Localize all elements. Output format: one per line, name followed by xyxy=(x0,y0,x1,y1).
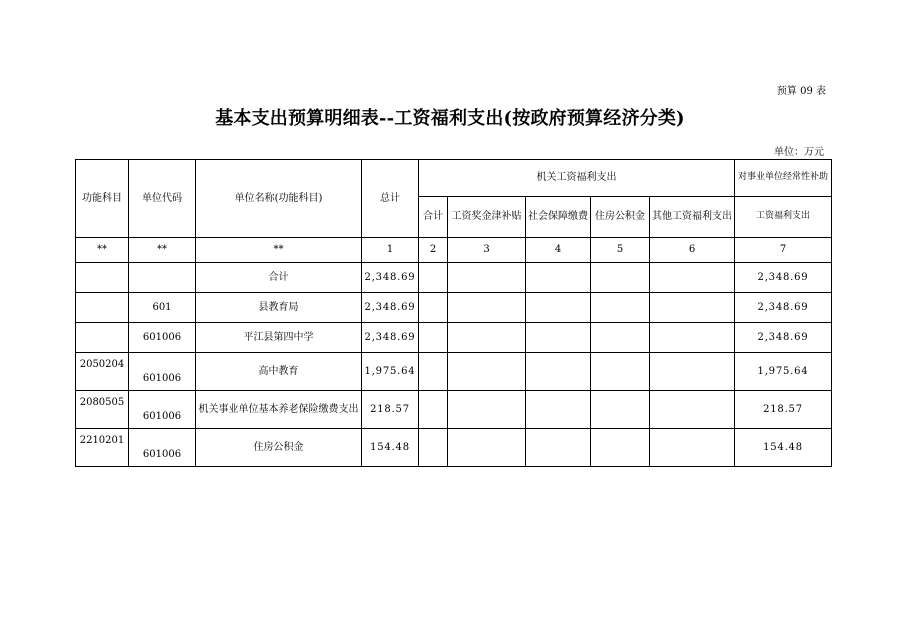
org-housing-cell xyxy=(591,353,650,391)
org-sum-cell xyxy=(419,391,448,429)
index-cell: ** xyxy=(196,238,362,263)
total-cell: 2,348.69 xyxy=(362,323,419,353)
func-code-cell: 2080505 xyxy=(76,391,129,429)
header-total: 总计 xyxy=(362,160,419,238)
unit-code-cell: 601006 xyxy=(129,353,196,391)
org-wage-cell xyxy=(448,353,526,391)
index-cell: 3 xyxy=(448,238,526,263)
budget-table xyxy=(75,159,832,467)
total-cell: 2,348.69 xyxy=(362,263,419,293)
header-code: 单位代码 xyxy=(129,160,196,238)
index-cell: ** xyxy=(129,238,196,263)
org-sum-cell xyxy=(419,323,448,353)
header-name: 单位名称(功能科目) xyxy=(196,160,362,238)
org-other-cell xyxy=(650,293,735,323)
org-housing-cell xyxy=(591,293,650,323)
index-cell: 5 xyxy=(591,238,650,263)
org-wage-cell xyxy=(448,429,526,467)
table-row xyxy=(76,323,832,353)
org-housing-cell xyxy=(591,391,650,429)
index-cell: 2 xyxy=(419,238,448,263)
total-cell: 218.57 xyxy=(362,391,419,429)
header-org-sum: 合计 xyxy=(419,197,448,238)
org-wage-cell xyxy=(448,293,526,323)
table-row xyxy=(76,263,832,293)
org-wage-cell xyxy=(448,391,526,429)
inst-wage-cell: 2,348.69 xyxy=(735,293,832,323)
unit-name-cell: 高中教育 xyxy=(196,353,362,391)
org-other-cell xyxy=(650,353,735,391)
org-social-cell xyxy=(526,293,591,323)
header-org-other: 其他工资福利支出 xyxy=(650,197,735,238)
page-title: 基本支出预算明细表--工资福利支出(按政府预算经济分类) xyxy=(215,108,685,129)
inst-wage-cell: 218.57 xyxy=(735,391,832,429)
header-inst-group: 对事业单位经常性补助 xyxy=(735,160,832,197)
org-sum-cell xyxy=(419,293,448,323)
table-row xyxy=(76,353,832,391)
org-other-cell xyxy=(650,323,735,353)
header-func: 功能科目 xyxy=(76,160,129,238)
unit-name-cell: 县教育局 xyxy=(196,293,362,323)
form-number: 预算 09 表 xyxy=(776,86,826,97)
org-social-cell xyxy=(526,263,591,293)
index-cell: 1 xyxy=(362,238,419,263)
unit-code-cell xyxy=(129,263,196,293)
header-org-social: 社会保障缴费 xyxy=(526,197,591,238)
org-social-cell xyxy=(526,323,591,353)
unit-code-cell: 601006 xyxy=(129,429,196,467)
org-other-cell xyxy=(650,391,735,429)
header-org-wage: 工资奖金津补贴 xyxy=(448,197,526,238)
unit-code-cell: 601 xyxy=(129,293,196,323)
index-cell: 4 xyxy=(526,238,591,263)
header-inst-wage: 工资福利支出 xyxy=(735,197,832,238)
inst-wage-cell: 2,348.69 xyxy=(735,263,832,293)
unit-name-cell: 平江县第四中学 xyxy=(196,323,362,353)
table-row xyxy=(76,429,832,467)
org-other-cell xyxy=(650,429,735,467)
header-org-group: 机关工资福利支出 xyxy=(419,160,735,197)
total-cell: 2,348.69 xyxy=(362,293,419,323)
org-housing-cell xyxy=(591,263,650,293)
inst-wage-cell: 2,348.69 xyxy=(735,323,832,353)
org-housing-cell xyxy=(591,429,650,467)
total-cell: 154.48 xyxy=(362,429,419,467)
table-row xyxy=(76,391,832,429)
func-code-cell: 2210201 xyxy=(76,429,129,467)
org-sum-cell xyxy=(419,263,448,293)
inst-wage-cell: 154.48 xyxy=(735,429,832,467)
unit-code-cell: 601006 xyxy=(129,391,196,429)
index-cell: 7 xyxy=(735,238,832,263)
index-cell: 6 xyxy=(650,238,735,263)
func-code-cell xyxy=(76,263,129,293)
index-row xyxy=(76,238,832,263)
org-wage-cell xyxy=(448,263,526,293)
inst-wage-cell: 1,975.64 xyxy=(735,353,832,391)
org-social-cell xyxy=(526,391,591,429)
table-row xyxy=(76,293,832,323)
org-housing-cell xyxy=(591,323,650,353)
org-sum-cell xyxy=(419,353,448,391)
unit-label: 单位：万元 xyxy=(774,147,824,158)
unit-name-cell: 住房公积金 xyxy=(196,429,362,467)
header-org-housing: 住房公积金 xyxy=(591,197,650,238)
func-code-cell: 2050204 xyxy=(76,353,129,391)
org-social-cell xyxy=(526,353,591,391)
unit-code-cell: 601006 xyxy=(129,323,196,353)
org-sum-cell xyxy=(419,429,448,467)
org-social-cell xyxy=(526,429,591,467)
org-other-cell xyxy=(650,263,735,293)
func-code-cell xyxy=(76,323,129,353)
total-cell: 1,975.64 xyxy=(362,353,419,391)
unit-name-cell: 机关事业单位基本养老保险缴费支出 xyxy=(196,391,362,429)
index-cell: ** xyxy=(76,238,129,263)
unit-name-cell: 合计 xyxy=(196,263,362,293)
org-wage-cell xyxy=(448,323,526,353)
func-code-cell xyxy=(76,293,129,323)
